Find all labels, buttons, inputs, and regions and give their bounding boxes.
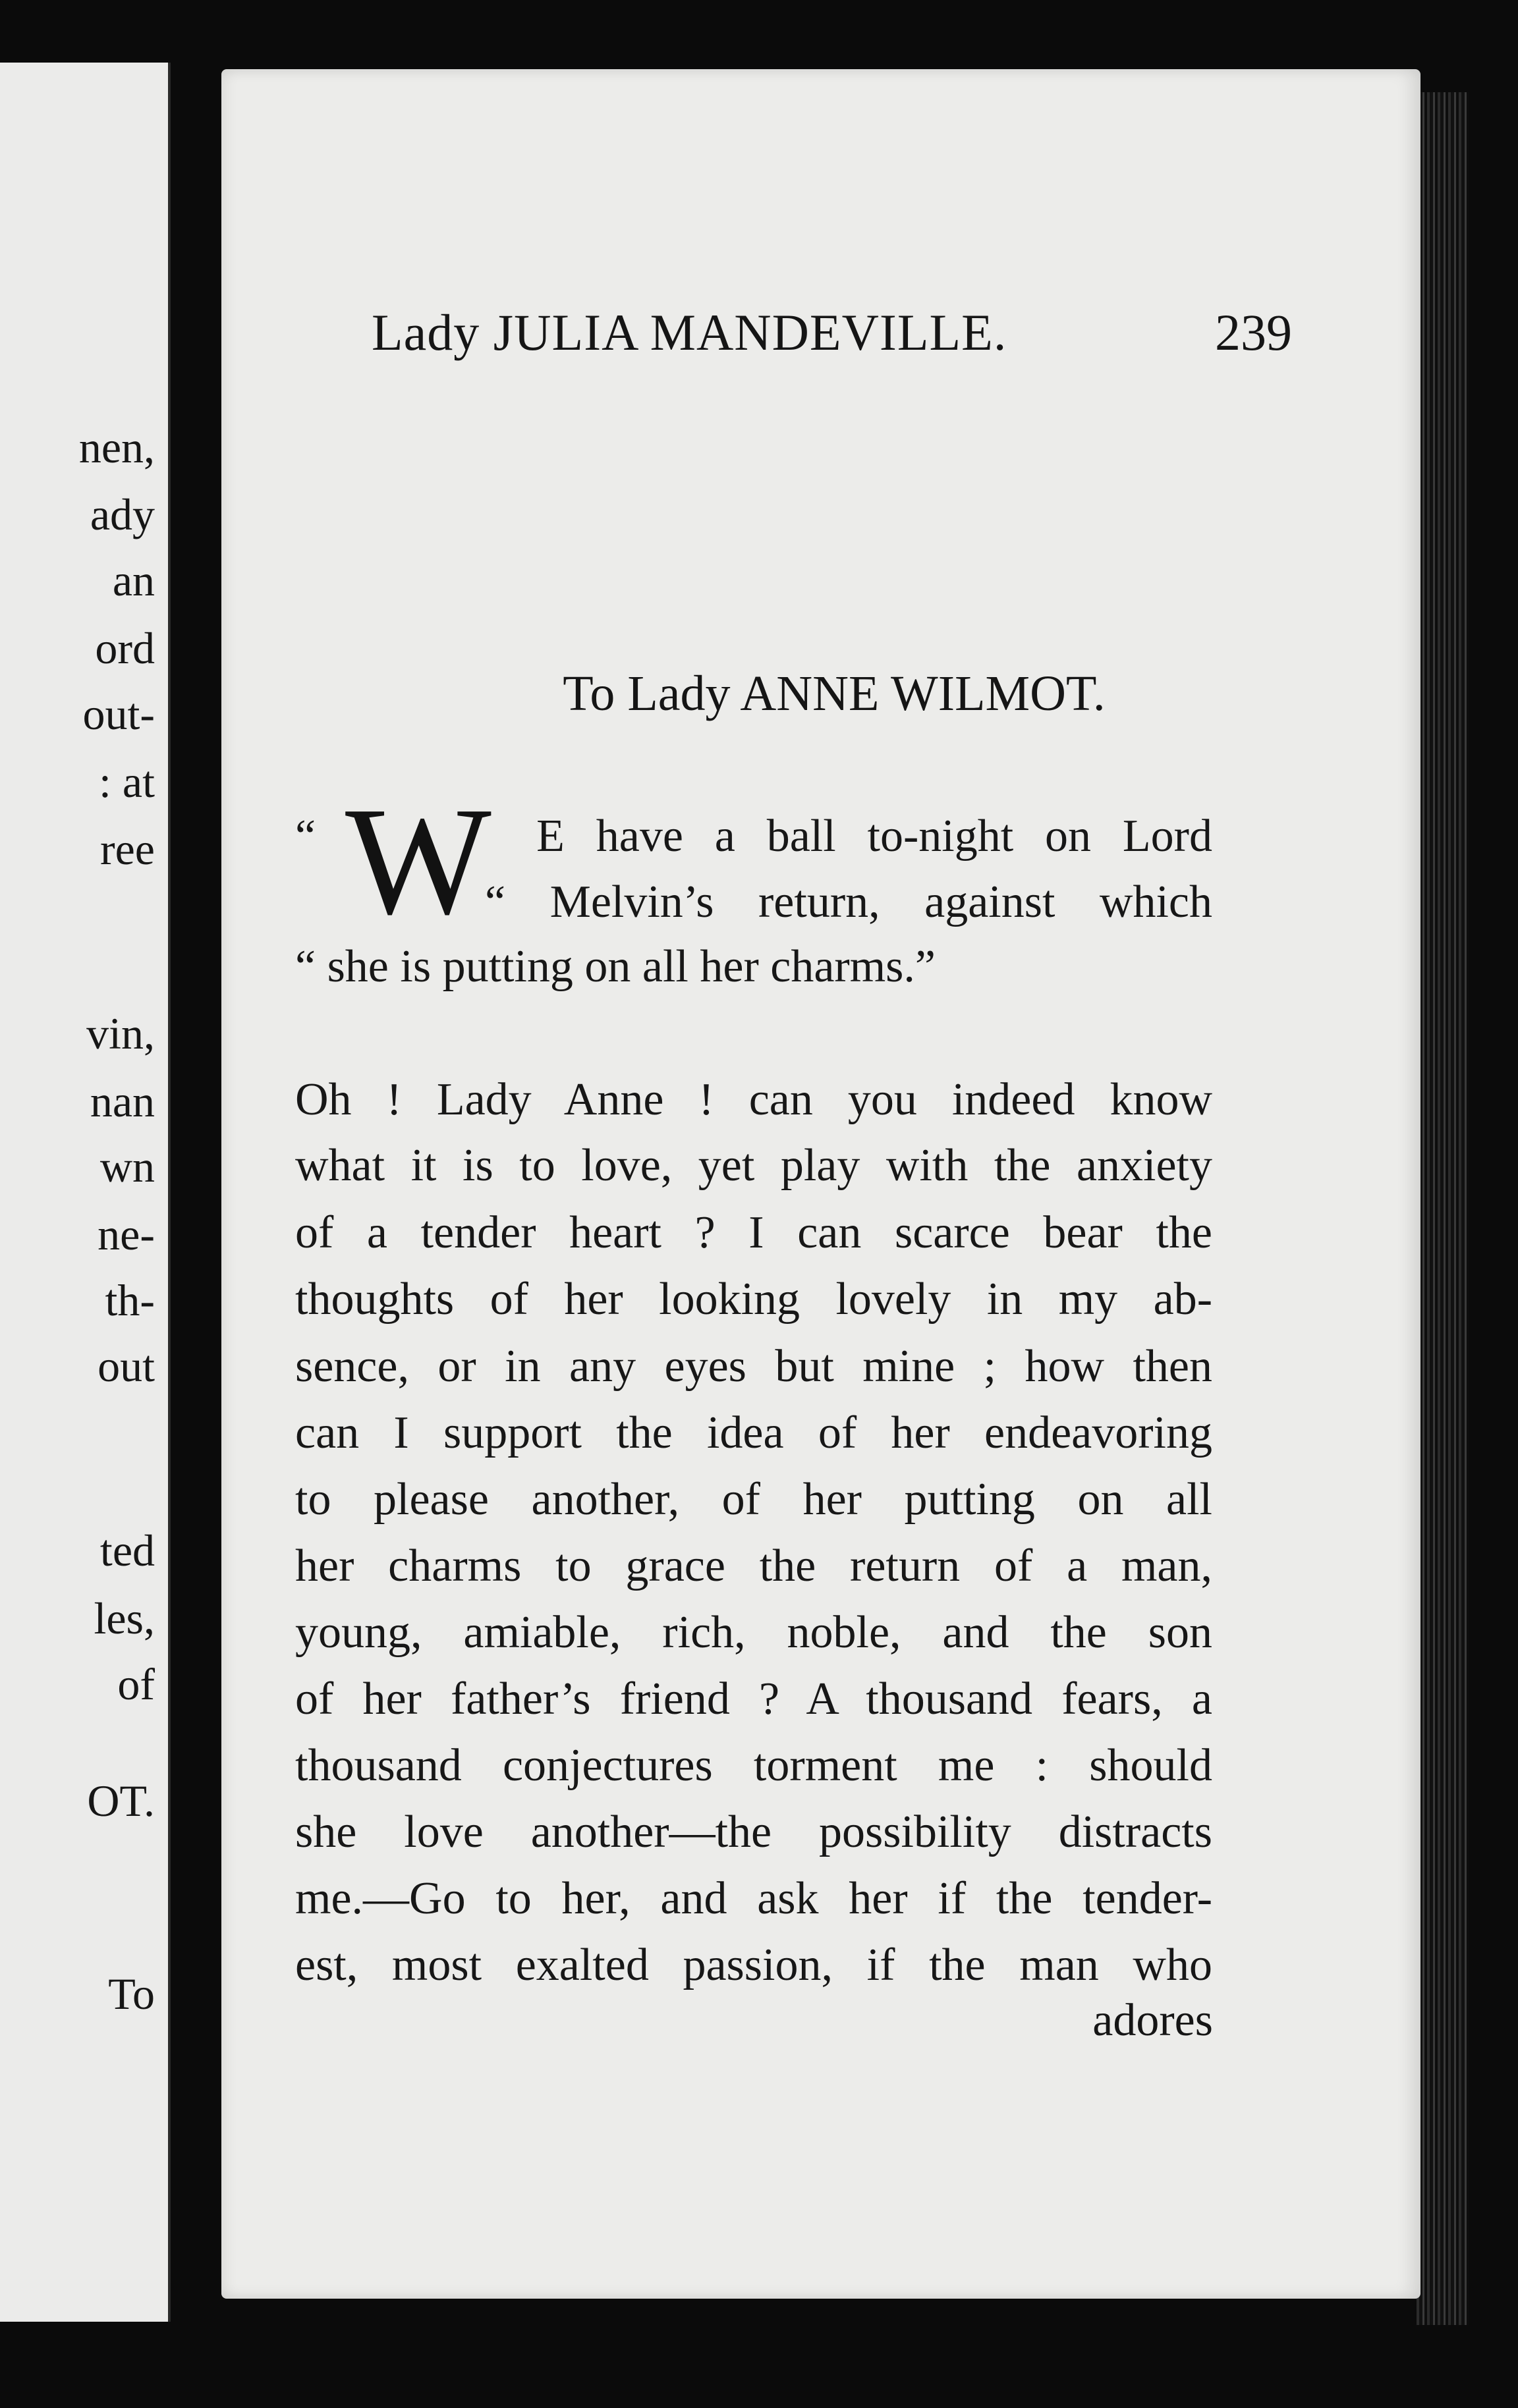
running-head-title: Lady JULIA MANDEVILLE. [372, 304, 1007, 361]
body-line: me.—Go to her, and ask her if the tender- [295, 1873, 1212, 1924]
previous-page-line: nan [90, 1076, 155, 1126]
catchword: adores [1092, 1995, 1213, 2046]
body-line: young, amiable, rich, noble, and the son [295, 1607, 1212, 1658]
running-head [372, 303, 1292, 375]
body-line: she love another—the possibility distracts [295, 1807, 1212, 1857]
previous-page-line: ted [99, 1525, 155, 1575]
book-page [221, 69, 1420, 2299]
body-line: of her father’s friend ? A thousand fears, a [295, 1674, 1212, 1724]
previous-page-line: To [108, 1969, 155, 2019]
previous-page-fragment [0, 63, 171, 2322]
opening-line: “ Melvin’s return, against which [485, 877, 1212, 927]
body-line: est, most exalted passion, if the man who [295, 1940, 1212, 1990]
previous-page-line: OT. [87, 1776, 155, 1826]
page-number: 239 [1215, 304, 1292, 361]
book-page-edges [1417, 92, 1469, 2325]
previous-page-line: ne- [98, 1209, 155, 1259]
previous-page-line: ord [95, 623, 155, 673]
previous-page-line: ree [99, 824, 155, 874]
body-line: can I support the idea of her endeavoring [295, 1408, 1212, 1458]
body-line: thousand conjectures torment me : should [295, 1740, 1212, 1791]
body-line: Oh ! Lady Anne ! can you indeed know [295, 1074, 1212, 1125]
previous-page-line: ady [90, 489, 155, 539]
previous-page-line: les, [94, 1593, 155, 1643]
letter-salutation: To Lady ANNE WILMOT. [563, 666, 1106, 721]
previous-page-line: vin, [86, 1008, 155, 1058]
previous-page-line: out- [82, 689, 155, 739]
previous-page-line: wn [99, 1141, 155, 1191]
body-line: of a tender heart ? I can scarce bear the [295, 1207, 1212, 1258]
previous-page-line: of [117, 1659, 155, 1709]
body-line: her charms to grace the return of a man, [295, 1541, 1212, 1591]
previous-page-line: th- [105, 1275, 155, 1325]
previous-page-line: an [112, 555, 155, 605]
opening-line: “ E have a ball to-night on Lord [295, 811, 1212, 862]
previous-page-line: out [98, 1341, 155, 1391]
body-line: sence, or in any eyes but mine ; how then [295, 1341, 1212, 1392]
body-line: thoughts of her looking lovely in my ab- [295, 1274, 1212, 1325]
previous-page-line: : at [99, 757, 155, 807]
body-line: what it is to love, yet play with the anxiety [295, 1140, 1212, 1191]
opening-line: “ she is putting on all her charms.” [295, 941, 936, 992]
drop-cap: W [345, 775, 492, 946]
body-line: to please another, of her putting on all [295, 1474, 1212, 1525]
previous-page-line: nen, [78, 422, 155, 472]
